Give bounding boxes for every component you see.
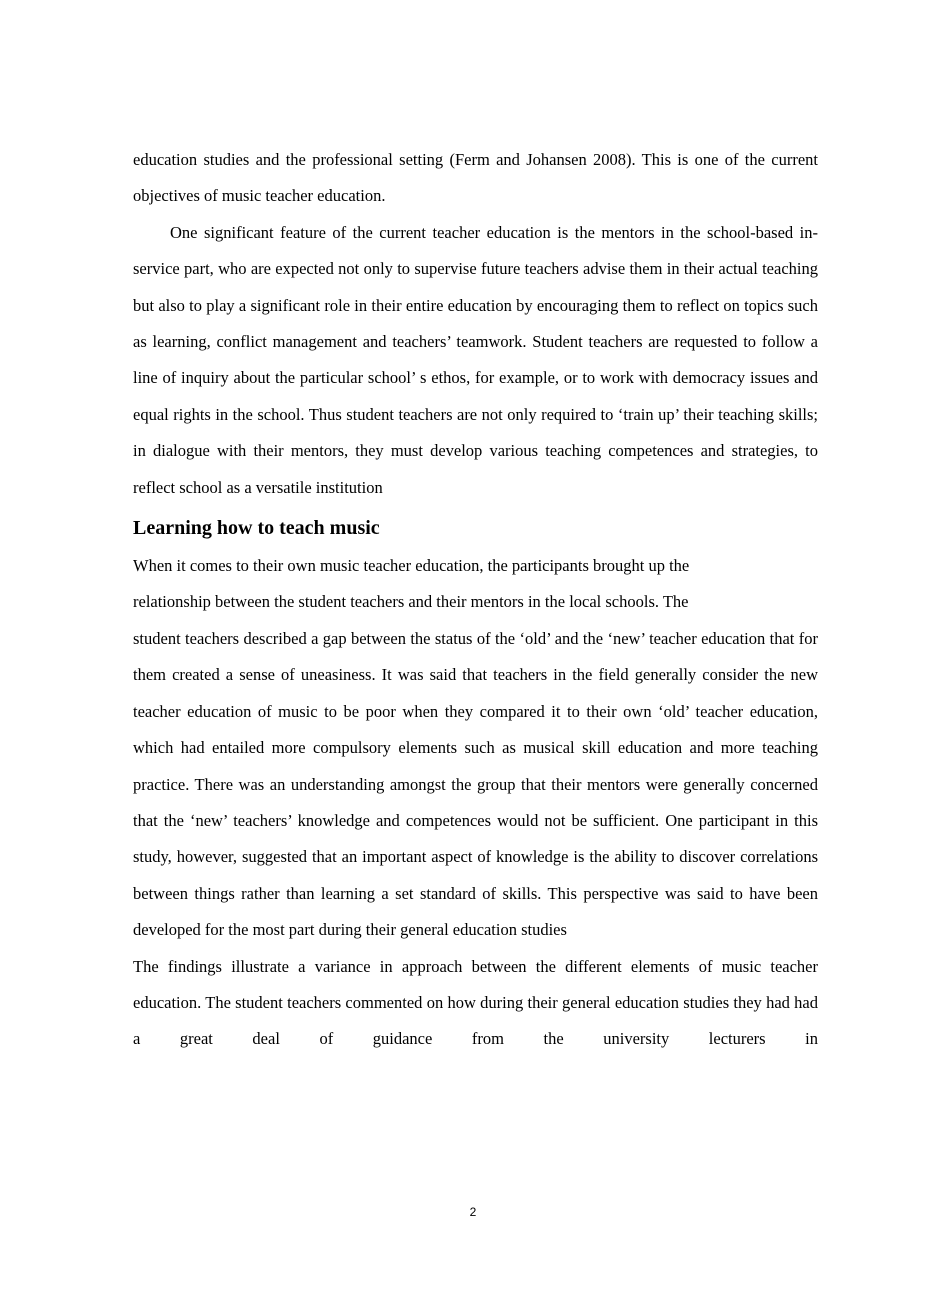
section-intro-line-2: relationship between the student teachers and their mentors in the local schools. The [133, 592, 689, 612]
section-heading: Learning how to teach music [133, 517, 380, 540]
page-number: 2 [469, 1205, 477, 1219]
paragraph-findings: The findings illustrate a variance in approach between the different elements of music teacher education. The student teachers commented on how during their general education studies they had had a great deal of guidance from the university lecturers in [133, 956, 818, 1049]
section-intro-line-1: When it comes to their own music teacher education, the participants brought up the [133, 556, 690, 576]
paragraph-gap-status: student teachers described a gap between the status of the ‘old’ and the ‘new’ teacher education that for them created a sense of uneasiness. It was said that teachers in the field generally consider the new teacher education of music to be poor when they compared it to their own ‘old’ teacher education, which had entailed more compulsory elements such as musical skill education and more teaching practice. There was an understanding amongst the group that their mentors were generally concerned that the ‘new’ teachers’ knowledge and competences would not be sufficient. One participant in this study, however, suggested that an important aspect of knowledge is the ability to discover correlations between things rather than learning a set standard of skills. This perspective was said to have been developed for the most part during their general education studies [133, 628, 818, 940]
paragraph-mentors: One significant feature of the current teacher education is the mentors in the school-based in-service part, who are expected not only to supervise future teachers advise them in their actual teaching but also to play a significant role in their entire education by encouraging them to reflect on topics such as learning, conflict management and teachers’ teamwork. Student teachers are requested to follow a line of inquiry about the particular school’ s ethos, for example, or to work with democracy issues and equal rights in the school. Thus student teachers are not only required to ‘train up’ their teaching skills; in dialogue with their mentors, they must develop various teaching competences and strategies, to reflect school as a versatile institution [133, 222, 818, 497]
paragraph-objectives: education studies and the professional setting (Ferm and Johansen 2008). This is one of the current objectives of music teacher education. [133, 150, 818, 206]
document-page [133, 142, 818, 1058]
